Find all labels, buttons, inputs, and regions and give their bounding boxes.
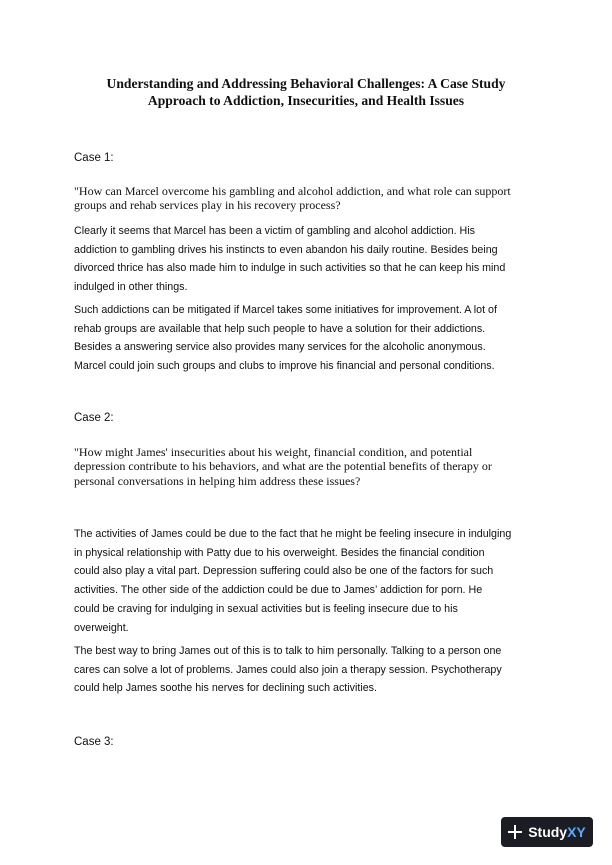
- paragraph-line: Such addictions can be mitigated if Marcel takes some initiatives for improvement. A lot of: [74, 304, 497, 316]
- question-line: "How can Marcel overcome his gambling and alcohol addiction, and what role can support: [74, 184, 511, 198]
- paragraph-line: overweight.: [74, 621, 129, 634]
- case-2-label: Case 2:: [74, 412, 114, 424]
- paragraph-line: cares can solve a lot of problems. James could also join a therapy session. Psychotherapy: [74, 663, 502, 676]
- question-line: groups and rehab services play in his recovery process?: [74, 198, 341, 213]
- logo-text-main: Study: [528, 824, 568, 840]
- case-3-label: Case 3:: [74, 736, 114, 748]
- logo-text-accent: XY: [567, 824, 586, 840]
- case-1-paragraph-2: [74, 301, 549, 376]
- paragraph-line: Besides a answering service also provides many services for the alcoholic anonymous.: [74, 341, 486, 354]
- title-line-1: Understanding and Addressing Behavioral Challenges: A Case Study: [106, 76, 506, 91]
- paragraph-line: rehab groups are available that help such people to have a solution for their addictions.: [74, 322, 486, 335]
- paragraph-line: could also play a vital part. Depression suffering could also be one of the factors for such: [74, 565, 494, 578]
- case-1-question: [74, 184, 544, 213]
- paragraph-line: Marcel could join such groups and clubs to improve his financial and personal conditions.: [74, 360, 495, 373]
- paragraph-line: could help James soothe his nerves for declining such activities.: [74, 682, 377, 695]
- paragraph-line: Clearly it seems that Marcel has been a victim of gambling and alcohol addiction. His: [74, 225, 475, 237]
- paragraph-line: indulged in other things.: [74, 281, 188, 294]
- question-line: "How might James' insecurities about his weight, financial condition, and potential: [74, 445, 473, 459]
- paragraph-line: could be craving for indulging in sexual activities but is feeling insecure due to his: [74, 602, 458, 615]
- paragraph-line: addiction to gambling drives his instincts to even abandon his daily routine. Besides being: [74, 243, 498, 256]
- paragraph-line: in physical relationship with Patty due to his overweight. Besides the financial condition: [74, 546, 485, 559]
- question-line: depression contribute to his behaviors, and what are the potential benefits of therapy or: [74, 459, 492, 474]
- case-2-paragraph-1: [74, 525, 549, 637]
- paragraph-line: The best way to bring James out of this is to talk to him personally. Talking to a person one: [74, 645, 502, 657]
- case-1-label: Case 1:: [74, 152, 114, 164]
- document-title: [70, 75, 542, 109]
- case-2-paragraph-2: [74, 642, 549, 698]
- paragraph-line: activities. The other side of the addiction could be due to James’ addiction for porn. He: [74, 584, 483, 597]
- paragraph-line: The activities of James could be due to the fact that he might be feeling insecure in indulging: [74, 528, 512, 540]
- question-line: personal conversations in helping him address these issues?: [74, 473, 361, 488]
- case-2-question: [74, 445, 544, 488]
- logo-text: [528, 824, 586, 840]
- paragraph-line: divorced thrice has also made him to indulge in such activities so that he can keep his mind: [74, 262, 506, 275]
- studyxy-logo-badge[interactable]: [501, 817, 593, 847]
- case-1-paragraph-1: [74, 222, 549, 297]
- title-line-2: Approach to Addiction, Insecurities, and Health Issues: [147, 93, 465, 108]
- plus-icon: [508, 825, 522, 839]
